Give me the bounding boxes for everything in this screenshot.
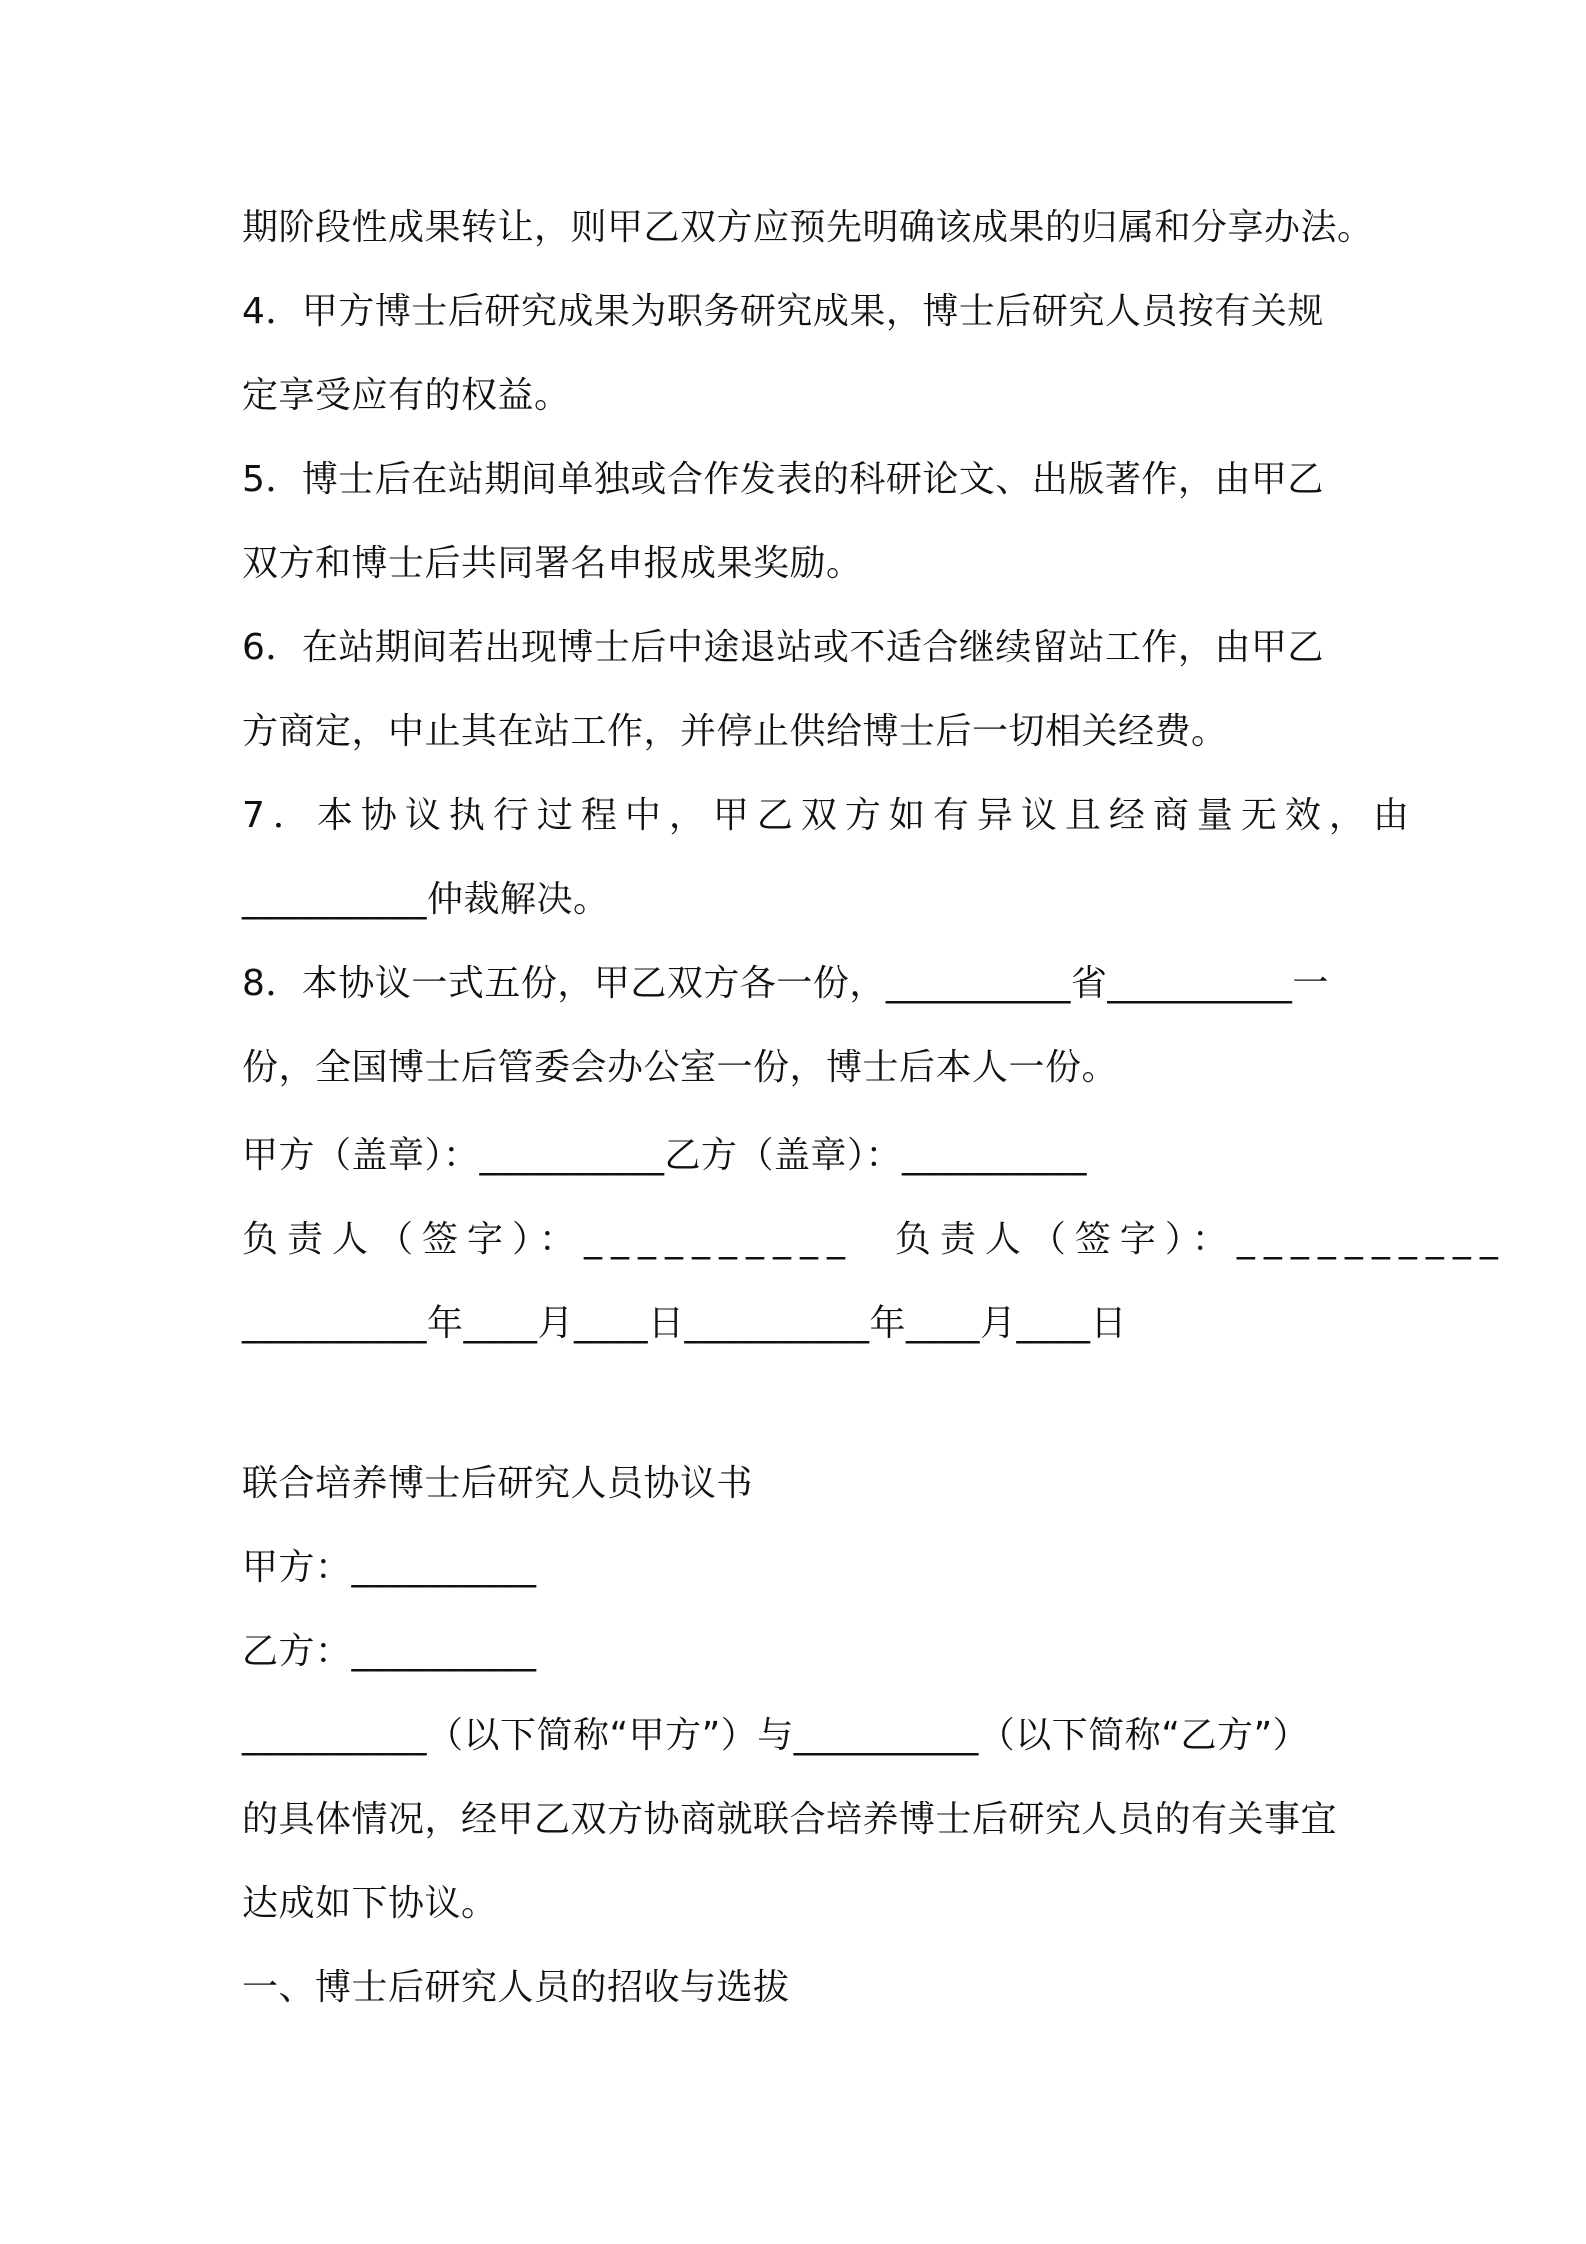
signature-line: 负责人（签字）：__________ 负责人（签字）：__________	[242, 1219, 1507, 1260]
clause-4-line-1: 4．甲方博士后研究成果为职务研究成果，博士后研究人员按有关规	[242, 291, 1324, 332]
preamble-line-2: 的具体情况，经甲乙双方协商就联合培养博士后研究人员的有关事宜	[242, 1799, 1338, 1840]
clause-5-line-1: 5．博士后在站期间单独或合作发表的科研论文、出版著作，由甲乙	[242, 459, 1324, 500]
clause-6-line-2: 方商定，中止其在站工作，并停止供给博士后一切相关经费。	[242, 711, 1228, 752]
seal-line: 甲方（盖章）：__________乙方（盖章）：__________	[242, 1135, 1088, 1176]
clause-5-line-2: 双方和博士后共同署名申报成果奖励。	[242, 543, 863, 584]
preamble-line-3: 达成如下协议。	[242, 1883, 498, 1924]
party-b-field: 乙方：__________	[242, 1631, 537, 1672]
clause-7-line-1: 7．本协议执行过程中，甲乙双方如有异议且经商量无效，由	[242, 795, 1417, 836]
clause-8-line-1: 8．本协议一式五份，甲乙双方各一份，__________省__________一	[242, 963, 1329, 1004]
clause-4-line-2: 定享受应有的权益。	[242, 375, 571, 416]
clause-7-line-2: __________仲裁解决。	[242, 879, 610, 920]
agreement-title: 联合培养博士后研究人员协议书	[242, 1463, 754, 1504]
preamble-line-1: __________（以下简称“甲方”）与__________（以下简称“乙方”）	[242, 1715, 1310, 1756]
party-a-field: 甲方：__________	[242, 1547, 537, 1588]
clause-6-line-1: 6．在站期间若出现博士后中途退站或不适合继续留站工作，由甲乙	[242, 627, 1324, 668]
section-heading: 一、博士后研究人员的招收与选拔	[242, 1967, 790, 2008]
date-line: __________年____月____日__________年____月____日	[242, 1303, 1127, 1344]
clause-8-line-2: 份，全国博士后管委会办公室一份，博士后本人一份。	[242, 1047, 1119, 1088]
paragraph-line: 期阶段性成果转让，则甲乙双方应预先明确该成果的归属和分享办法。	[242, 207, 1374, 248]
